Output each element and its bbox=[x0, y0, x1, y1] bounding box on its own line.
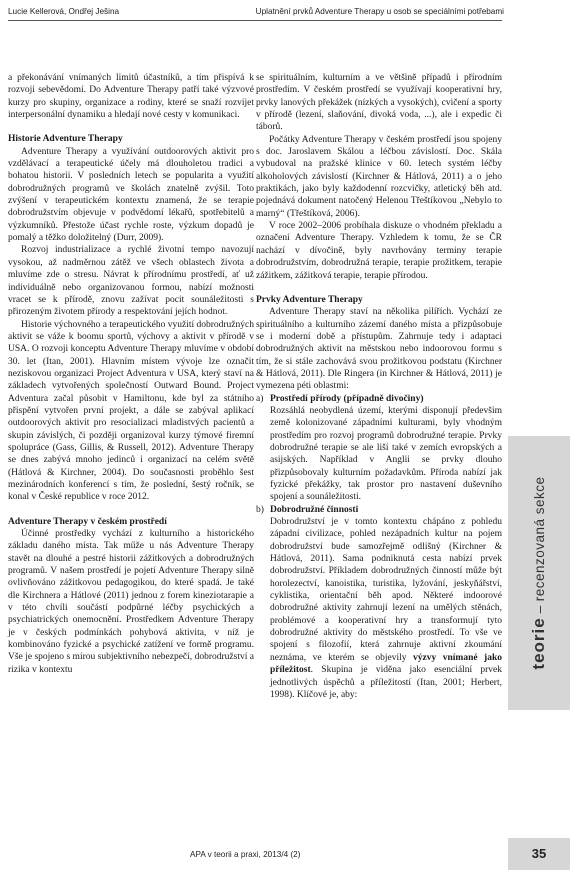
header-running-title: Uplatnění prvků Adventure Therapy u osob se speciálními potřebami bbox=[255, 7, 504, 16]
paragraph-czech-2: Počátky Adventure Therapy v českém prostředí jsou spojeny s doc. Jaroslavem Skálou a léčbou závislostí. Doc. Skála vybudoval na pražské klinice v 60. letech systém léčby alkoholových závislostí (Kirchner & Hátlová, 2011) a o jeho praktikách, jako byly každodenní rozcvičky, atletický běh atd. pojednává dokument natočený Helenou Třeštíkovou „Nebylo to marný“ (Třeštíková, 2006). bbox=[256, 134, 502, 219]
side-tab-main: teorie bbox=[529, 617, 548, 670]
section-heading-history: Historie Adventure Therapy bbox=[8, 134, 123, 145]
paragraph-elements-1: Adventure Therapy staví na několika pilířích. Vychází ze spirituálního a kulturního zázemí daného místa a přizpůsobuje se i moderní době a přístupům. Zahrnuje tedy i adaptaci dobrodružných aktivit na městskou nebo indoorovou formu s tím, že si stále zachovává svou prožitkovou podstatu (Kirchner & Hátlová, 2011). Dle Ringera (in Kirchner & Hátlová, 2011) je vymezena péti oblastmi: bbox=[256, 307, 502, 392]
list-title-b: Dobrodružné činnosti bbox=[270, 504, 359, 515]
list-text-b: Dobrodružství je v tomto kontextu chápáno z pohledu západní civilizace, pohled nezápadních kultur na pojem dobrodružství bude samozřejmě odlišný (Kirchner & Hátlová, 2011). Sama podniknutá cesta nabízí prvek dobrodružství. Příkladem dobrodružných činností může být horolezectví, kanoistika, turistika, lyžování, jeskyňářství, cyklistika, orientační běh apod. Některé indoorové dobrodružné aktivity zahrnují lezení na umělých stěnách, problémové a kooperativní hry a transformují tyto dobrodružné aktivity do městského prostředí. To vše ve spojení s filozofií, která zahrnuje aktivní zkoumání neznáma, ve kterém se objevily výzvy vnímané jako příležitost. Skupina je viděna jako esenciální prvek jednotlivých úspěchů a příležitostí (Itan, 2001; Herbert, 1998). Klíčové je, aby: bbox=[270, 517, 503, 700]
footer-journal: APA v teorii a praxi, 2013/4 (2) bbox=[190, 850, 301, 859]
list-label-b: b) bbox=[256, 504, 264, 515]
side-tab-label: teorie–recenzovaná sekce bbox=[529, 476, 548, 670]
header-rule bbox=[8, 20, 502, 21]
paragraph-history-3: Historie výchovného a terapeutického využití dobrodružných aktivit se váže k boomu sportů, výchovy a aktivit v přírodě v USA. O rozvoji konceptu Adventure Therapy mluvíme v období 30. let (Itan, 2001). Hlavním místem vývoje lze označit neziskovou organizaci Project Adventura v USA, který staví na základech vytvořených společností Outward Bound. Project Adventura začal působit v Hamiltonu, kde byl za státního přispění vytvořen první projekt, a dále se zabýval aplikací outdoorových aktivit pro resocializaci mladistvých pacientů a skupin závislých, či později organizoval kurzy týmové firemní spolupráce (Gass, Gillis, & Russell, 2012). Adventure Therapy se dnes zabývá mnoho jedinců i organizací na celém světě (Hátlová & Kirchner, 2004). Do současnosti proběhlo šest mezinárodních konferencí s tím, že poslední, šestý ročník, se konal v České republice v roce 2012. bbox=[8, 319, 254, 503]
list-text-a: Rozsáhlá neobydlená území, kterými disponují především země kolonizované západními kulturami, byly vhodným prostředím pro rozvoj programů dobrodružné terapie. Prvky dobrodružné terapie se ale liší také v zemích evropských a asijských. Například v Anglii se prvky dlouho přizpůsobovaly kulturním požadavkům. Příroda nabízí jak fyzické překážky, tak prostor pro nastavení duševního spojení a sounáležitosti. bbox=[270, 405, 502, 503]
emphasis-challenge: výzvy vnímané jako příležitost bbox=[270, 652, 503, 676]
list-item-b bbox=[256, 504, 502, 702]
side-tab-sub: recenzovaná sekce bbox=[532, 476, 547, 602]
paragraph-intro: a překonávání vnímaných limitů účastníků, a tím přispívá k rozvoji sebevědomí. Do Adventure Therapy patří také výzvové kurzy pro skupiny, organizace a rodiny, které se snaží rozvíjet interpersonální dynamiku a hledají nové cesty v komunikaci. bbox=[8, 73, 254, 121]
section-heading-elements: Prvky Adventure Therapy bbox=[256, 294, 363, 305]
column-right bbox=[256, 72, 502, 701]
section-heading-czech: Adventure Therapy v českém prostředí bbox=[8, 516, 167, 527]
list-label-a: a) bbox=[256, 393, 264, 404]
header-authors: Lucie Kellerová, Ondřej Ješina bbox=[8, 7, 120, 16]
column-left bbox=[8, 72, 254, 676]
list-title-a: Prostředí přírody (případně divočiny) bbox=[270, 393, 424, 404]
page-number: 35 bbox=[531, 846, 547, 861]
paragraph-czech-continued: se spirituálním, kulturním a ve většině případů i přírodním prostředím. V českém prostředí se využívají kooperativní hry, prvky lanových překážek (nízkých a vysokých), cvičení a sporty v přírodě (lezení, slaňování, divoká voda, ...), ale i expedic či táborů. bbox=[256, 73, 502, 133]
paragraph-history-1: Adventure Therapy a využívání outdoorových aktivit pro vzdělávací a terapeutické účely má dlouholetou tradici a bohatou historii. V posledních letech se popularita a využití dobrodružných programů ve školách znatelně zvýšil. Toto zvýšení v terapeutickém kontextu znamená, že se terapie dobrodružstvím objevuje v podvědomí lékařů, spotřebitelů a výzkumníků. Přestože účast rychle roste, výzkum dopadů je pomalý a těžko doložitelný (Durr, 2009). bbox=[8, 146, 254, 244]
paragraph-czech-3: V roce 2002–2006 probíhala diskuze o vhodném překladu a označení Adventure Therapy. Vzhledem k tomu, že se ČR nachází v dívočině, byly navrhovány terminy terapie dobrodružstvím, dobrodružná terapie, terapie prožitkem, terapie zážitkem, zážitková terapie, terapie přírodou. bbox=[256, 221, 502, 281]
paragraph-czech-1: Účinné prostředky vychází z kulturního a historického základu daného místa. Tak műže u nás Adventure Therapy stavět na dlouhé a pestré historii zážitkových a dobrodružných programů. V našem prostředí je pojetí Adventure Therapy silně ovlivňováno zážitkovou pedagogikou, do které spadá. Je také dle Kirchnera a Hátlové (2011) jednou z forem kineziotarapie a v této chvíli součástí podpůrné léčby psychických a psychiatrických onemocnění. Prostředkem Adventure Therapy je v českých podmínkách pohybová aktivita, v níž je kombinováno fyzické a psychické zatížení ve formě programu. Vše je spojeno s mírou subjektivního nebezpečí, dobrodružství a rizika v kontextu bbox=[8, 529, 254, 675]
paragraph-history-2: Rozvoj industrializace a rychlé životní tempo navozují vysokou, až nadměrnou zátěž ve všech oblastech života a mluvíme zde o stresu. Návrat k přírodnímu prostředí, ať už individuálně nebo organizovanou formou, nabízí možnosti vracet se k přírodě, znovu zažívat pocit sounáležitosti s přirozeným životem přírody a respektování jejích hodnot. bbox=[8, 245, 254, 318]
list-item-a bbox=[256, 393, 502, 504]
